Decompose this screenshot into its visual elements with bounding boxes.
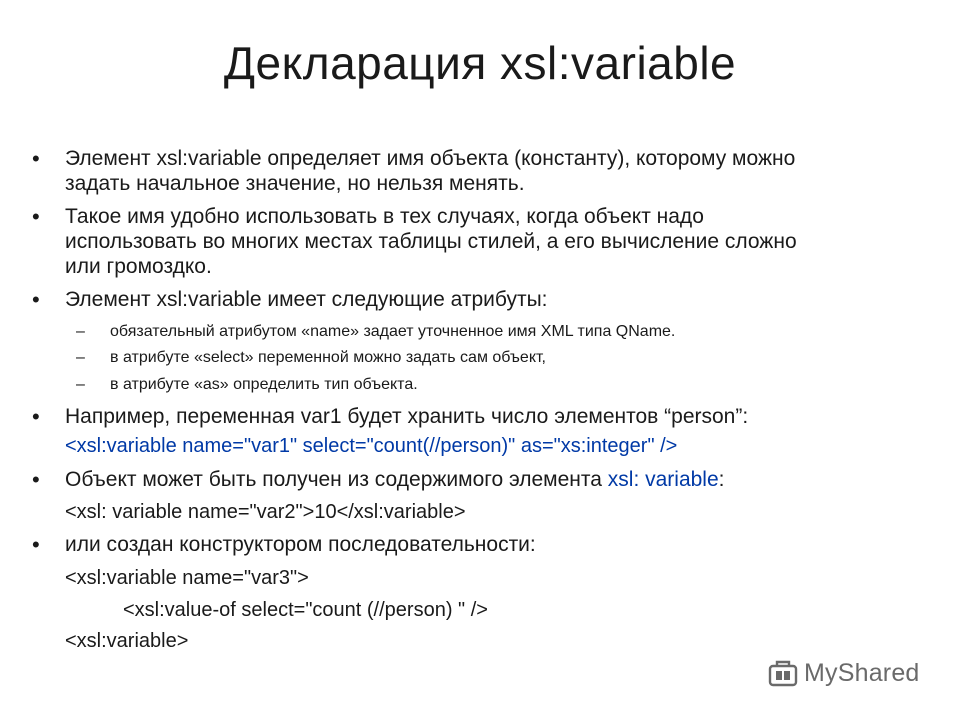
- myshared-logo-icon: [768, 659, 798, 687]
- sub-item-text: обязательный атрибутом «name» задает уточненное имя XML типа QName.: [110, 323, 676, 340]
- sub-item-text: в атрибуте «as» определить тип объекта.: [110, 376, 418, 393]
- dash-marker: –: [76, 349, 85, 366]
- bullet-text-suffix: :: [718, 468, 725, 491]
- bullet-marker: •: [32, 404, 40, 429]
- dash-marker: –: [76, 376, 85, 393]
- sub-item-text: в атрибуте «select» переменной можно задать сам объект,: [110, 349, 546, 366]
- bullet-text: Например, переменная var1 будет хранить число элементов “person”:: [65, 405, 749, 428]
- dash-marker: –: [76, 323, 85, 340]
- bullet-text: [65, 204, 925, 279]
- bullet-marker: •: [32, 532, 40, 557]
- slide-title: Декларация xsl:variable: [223, 37, 737, 89]
- code-var3-open: <xsl:variable name="var3">: [65, 567, 309, 589]
- code-var2: <xsl: variable name="var2">10</xsl:variable>: [65, 501, 466, 523]
- bullet-text: Элемент xsl:variable имеет следующие атрибуты:: [65, 288, 548, 311]
- watermark-logo[interactable]: [768, 656, 920, 690]
- code-var3-value: <xsl:value-of select="count (//person) " />: [123, 599, 488, 621]
- code-var3-close: <xsl:variable>: [65, 630, 189, 652]
- bullet-text-highlight: xsl: variable: [607, 468, 719, 491]
- bullet-line: задать начальное значение, но нельзя менять.: [65, 172, 525, 195]
- bullet-line: Элемент xsl:variable определяет имя объекта (константу), которому можно: [65, 147, 796, 170]
- bullet-line: или громоздко.: [65, 255, 212, 278]
- bullet-marker: •: [32, 287, 40, 312]
- bullet-marker: •: [32, 146, 40, 171]
- watermark-text: MyShared: [804, 658, 920, 687]
- bullet-line: Такое имя удобно использовать в тех случаях, когда объект надо: [65, 205, 704, 228]
- bullet-marker: •: [32, 204, 40, 229]
- bullet-marker: •: [32, 467, 40, 492]
- bullet-text: [65, 467, 925, 492]
- bullet-text: [65, 146, 925, 196]
- bullet-text: или создан конструктором последовательности:: [65, 533, 536, 556]
- bullet-line: использовать во многих местах таблицы стилей, а его вычисление сложно: [65, 230, 797, 253]
- code-var1: <xsl:variable name="var1" select="count(//person)" as="xs:integer" />: [65, 435, 678, 457]
- bullet-text-prefix: Объект может быть получен из содержимого элемента: [65, 468, 608, 491]
